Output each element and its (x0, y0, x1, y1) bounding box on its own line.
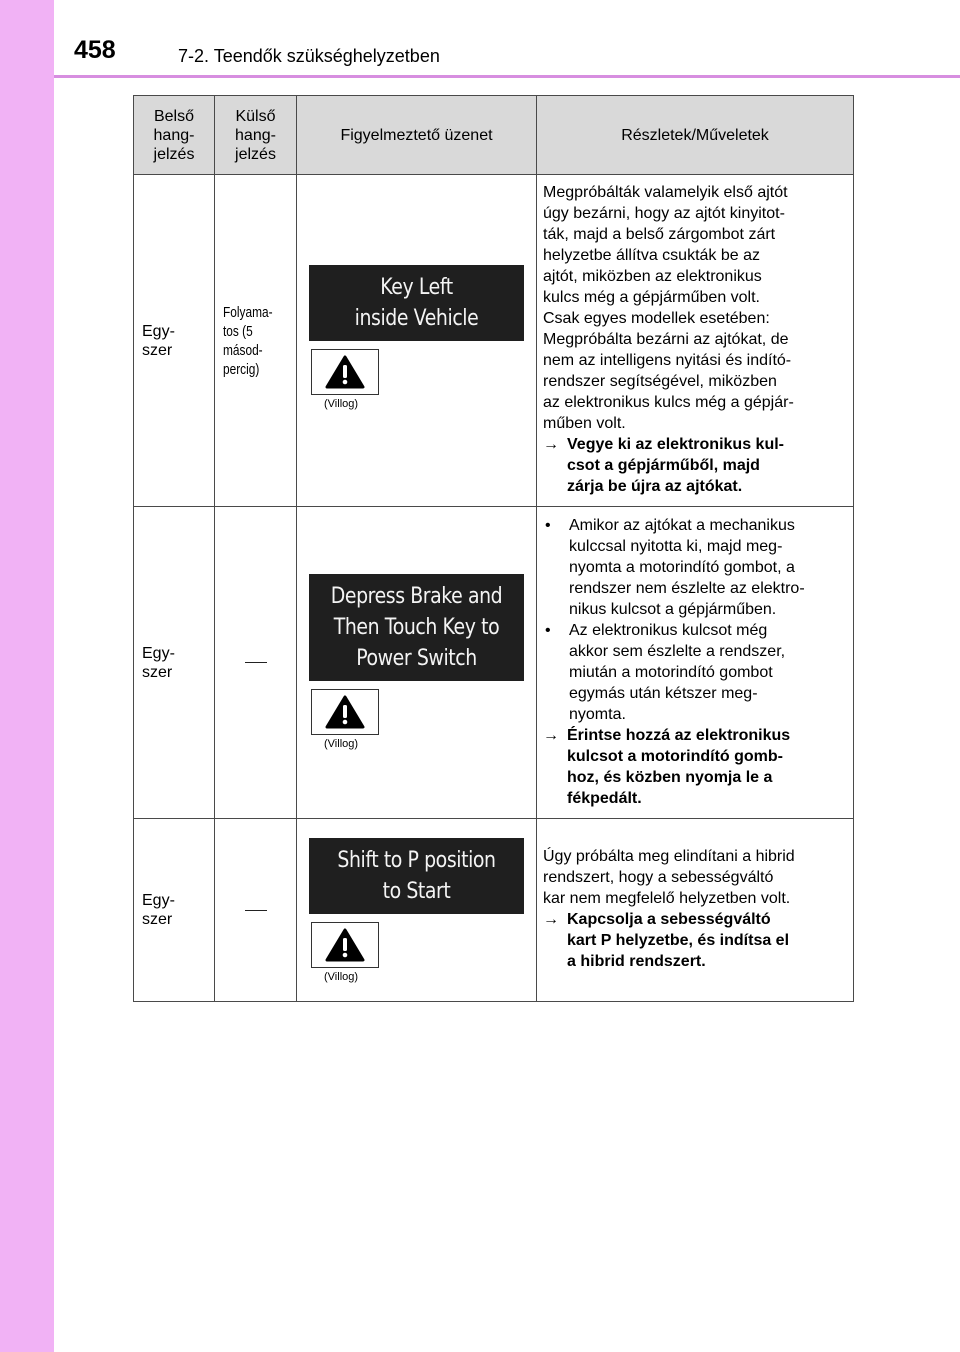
none-dash (245, 910, 267, 911)
details-cell: Megpróbálták valamelyik első ajtót úgy bezárni, hogy az ajtót kinyitot- ták, majd a belső zárgombot zárt helyzetbe állítva csukták be az ajtót, miközben az elektronikus kulcs még a gépjárműben volt. Csak egyes modellek esetében: Megpróbálta bezárni az ajtókat, de nem az intelligens nyitási és indító- rendszer segítségével, miközben az elektronikus kulcs még a gépjár- műben volt. → Vegye ki az elektronikus kul- csot a gépjárműből, majd zárja be újra az ajtókat. (537, 175, 854, 507)
list-item: • Amikor az ajtókat a mechanikus kulccsal nyitotta ki, majd meg- nyomta a motorindító gombot, a rendszer nem észlelte az elektro- nikus kulcsot a gépjárműben. (545, 516, 805, 618)
display-message: Key Left inside Vehicle (309, 265, 524, 341)
header-inner-buzzer: Belső hang- jelzés (134, 96, 215, 175)
warning-message-cell (297, 819, 537, 1002)
details-cell: Úgy próbálta meg elindítani a hibrid rendszert, hogy a sebességváltó kar nem megfelelő helyzetben volt. → Kapcsolja a sebességváltó kart P helyzetbe, és indítsa el a hibrid rendszert. (537, 819, 854, 1002)
right-arrow-icon: → (543, 436, 559, 453)
header-outer-buzzer: Külső hang- jelzés (215, 96, 297, 175)
display-message: Shift to P position to Start (309, 838, 524, 914)
warning-message-cell (297, 175, 537, 507)
warning-triangle-icon (311, 922, 379, 968)
header-details: Részletek/Műveletek (537, 96, 854, 175)
outer-buzzer-cell (215, 507, 297, 819)
section-title: 7-2. Teendők szükséghelyzetben (178, 46, 440, 66)
action-instruction: → Kapcsolja a sebességváltó kart P helyzetbe, és indítsa el a hibrid rendszert. (543, 911, 790, 970)
page-number: 458 (74, 36, 116, 64)
outer-buzzer-cell: Folyama- tos (5 másod- percig) (215, 175, 297, 507)
details-cell (537, 507, 854, 819)
table-row (134, 175, 854, 507)
bullet-list (543, 515, 845, 725)
outer-buzzer-cell (215, 819, 297, 1002)
indicator-note: (Villog) (324, 398, 359, 410)
action-instruction: → Érintse hozzá az elektronikus kulcsot a motorindító gomb- hoz, és közben nyomja le a fékpedált. (543, 726, 791, 807)
action-instruction: → Vegye ki az elektronikus kul- csot a gépjárműből, majd zárja be újra az ajtókat. (543, 436, 784, 495)
indicator-note: (Villog) (324, 737, 359, 750)
warning-triangle-icon (311, 349, 379, 395)
section-tab-bar (0, 0, 54, 1352)
list-item: • Az elektronikus kulcsot még akkor sem észlelte a rendszer, miután a motorindító gombot egymás után kétszer meg- nyomta. (545, 621, 786, 723)
inner-buzzer-cell: Egy- szer (134, 175, 215, 507)
warning-table (133, 95, 854, 1002)
right-arrow-icon: → (543, 726, 559, 744)
warning-triangle-icon (311, 689, 379, 735)
right-arrow-icon: → (543, 911, 559, 928)
inner-buzzer-cell: Egy- szer (134, 507, 215, 819)
warning-message-cell (297, 507, 537, 819)
table-row (134, 507, 854, 819)
header-warning-message: Figyelmeztető üzenet (297, 96, 537, 175)
table-row (134, 819, 854, 1002)
none-dash (245, 662, 267, 663)
indicator-note: (Villog) (324, 970, 359, 983)
inner-buzzer-cell: Egy- szer (134, 819, 215, 1002)
table-header-row (134, 96, 854, 175)
header-divider (54, 75, 960, 78)
page-header (54, 0, 960, 78)
display-message: Depress Brake and Then Touch Key to Power Switch (309, 574, 524, 681)
